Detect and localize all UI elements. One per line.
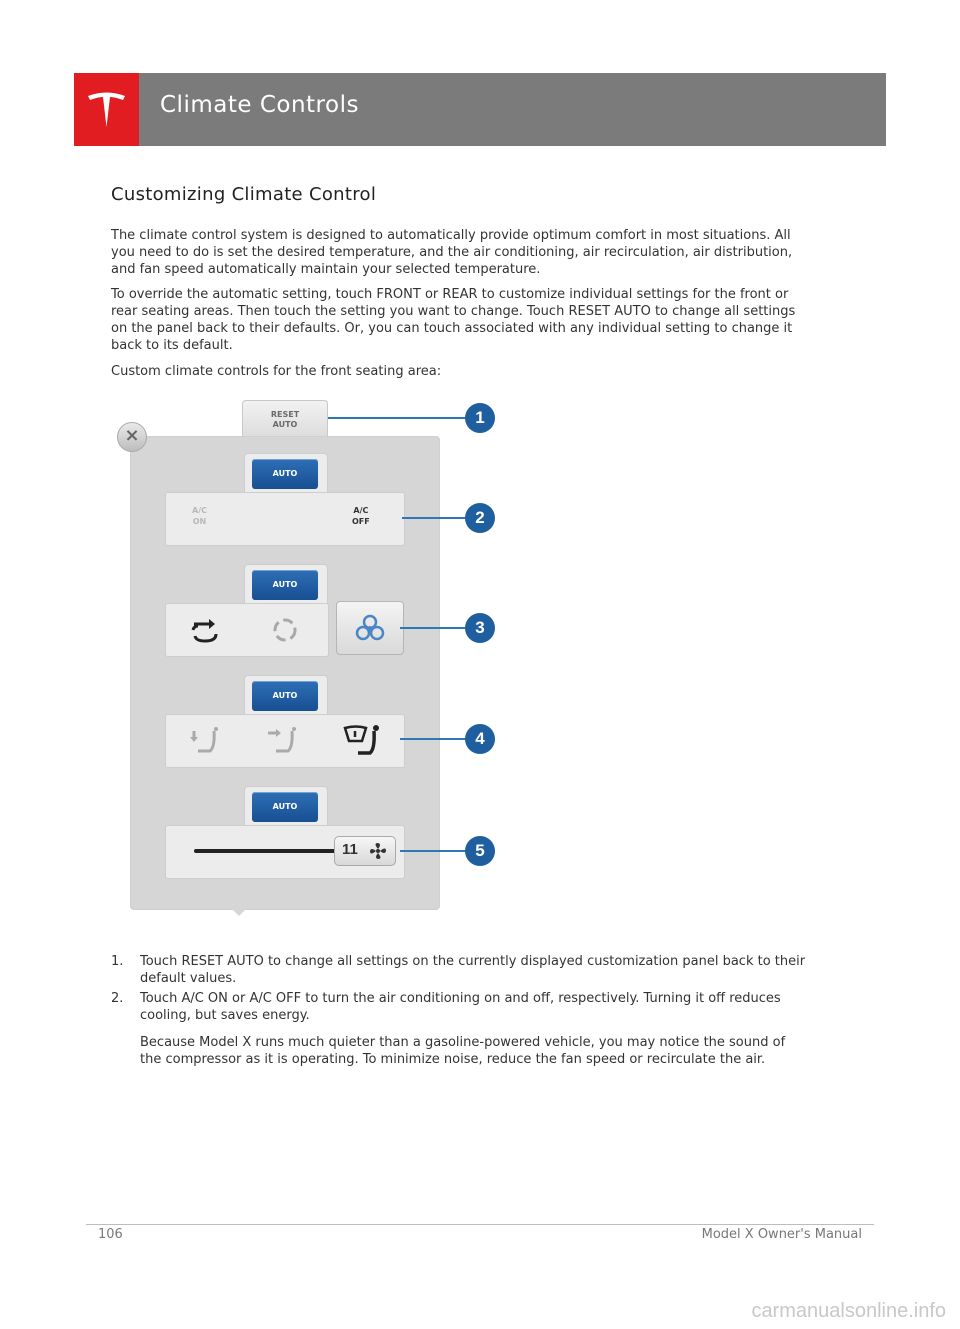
reset-label-line2: AUTO (272, 420, 298, 429)
ac-auto-button[interactable]: AUTO (252, 459, 318, 489)
recirc-auto-tab (244, 564, 328, 605)
chapter-title: Climate Controls (160, 92, 359, 118)
ac-on-line2: ON (192, 517, 207, 526)
fan-speed-handle[interactable] (334, 836, 396, 866)
paragraph-intro: The climate control system is designed to automatically provide optimum comfort in most situations. All you need to do is set the desired temperature, and the air conditioning, air recirculation, air distribution, and fan speed automatically maintain your selected temperature. (111, 228, 793, 277)
reset-auto-button[interactable] (242, 400, 328, 438)
tesla-logo-icon (84, 87, 129, 132)
ac-off-line2: OFF (352, 517, 370, 526)
callout-line-1 (328, 417, 466, 419)
airflow-row (165, 714, 405, 768)
fresh-air-icon[interactable] (270, 616, 300, 644)
face-airflow-icon[interactable] (266, 727, 300, 757)
footer-divider (86, 1224, 874, 1225)
chapter-header (74, 73, 886, 146)
callout-2: 2 (465, 503, 495, 533)
biohazard-icon (354, 613, 386, 643)
recirculate-icon[interactable] (190, 616, 220, 644)
page-number: 106 (98, 1227, 123, 1242)
recirc-row (165, 603, 329, 657)
list-number: 2. (111, 991, 124, 1006)
callout-line-2 (402, 517, 466, 519)
fan-row (165, 825, 405, 879)
feet-airflow-icon[interactable] (188, 727, 222, 757)
callout-4: 4 (465, 724, 495, 754)
fan-icon (369, 842, 387, 860)
ac-on-button[interactable] (192, 505, 207, 527)
list-number: 1. (111, 954, 124, 969)
fan-speed-slider[interactable] (194, 849, 338, 853)
airflow-auto-button[interactable]: AUTO (252, 681, 318, 711)
section-title: Customizing Climate Control (111, 184, 377, 205)
fan-auto-tab (244, 786, 328, 827)
airflow-auto-tab (244, 675, 328, 716)
list-text: Touch A/C ON or A/C OFF to turn the air conditioning on and off, respectively. Turning it off reduces cooling, but saves energy. (140, 991, 781, 1023)
close-icon[interactable]: × (117, 422, 147, 452)
ac-auto-tab (244, 453, 328, 494)
callout-line-3 (400, 627, 466, 629)
ac-off-line1: A/C (353, 506, 369, 515)
callout-1: 1 (465, 403, 495, 433)
ac-on-line1: A/C (192, 506, 207, 515)
compressor-note: Because Model X runs much quieter than a gasoline-powered vehicle, you may notice the sound of the compressor as it is operating. To minimize noise, reduce the fan speed or recirculate the air. (140, 1035, 786, 1067)
paragraph-override: To override the automatic setting, touch FRONT or REAR to customize individual settings for the front or rear seating areas. Then touch the setting you want to change. Touch RESET AUTO to change all settings on the panel back to their defaults. Or, you can touch associated with any individual setting to change it back to its default. (111, 287, 796, 353)
watermark: carmanualsonline.info (751, 1300, 946, 1322)
reset-label-line1: RESET (270, 410, 300, 419)
manual-title: Model X Owner's Manual (701, 1227, 862, 1242)
panel-pointer (231, 908, 247, 916)
climate-controls-figure (110, 392, 510, 922)
callout-3: 3 (465, 613, 495, 643)
tesla-logo (74, 73, 139, 146)
list-text: Touch RESET AUTO to change all settings on the currently displayed customization panel back to their default values. (140, 954, 806, 986)
paragraph-figure-caption: Custom climate controls for the front seating area: (111, 364, 442, 379)
fan-auto-button[interactable]: AUTO (252, 792, 318, 822)
callout-line-5 (400, 850, 466, 852)
callout-line-4 (400, 738, 466, 740)
fan-speed-value: 11 (342, 841, 358, 858)
callout-5: 5 (465, 836, 495, 866)
recirc-auto-button[interactable]: AUTO (252, 570, 318, 600)
bioweapon-defense-button[interactable] (336, 601, 404, 655)
ac-row (165, 492, 405, 546)
ac-off-button[interactable] (352, 505, 370, 527)
windshield-airflow-icon[interactable] (342, 725, 382, 757)
